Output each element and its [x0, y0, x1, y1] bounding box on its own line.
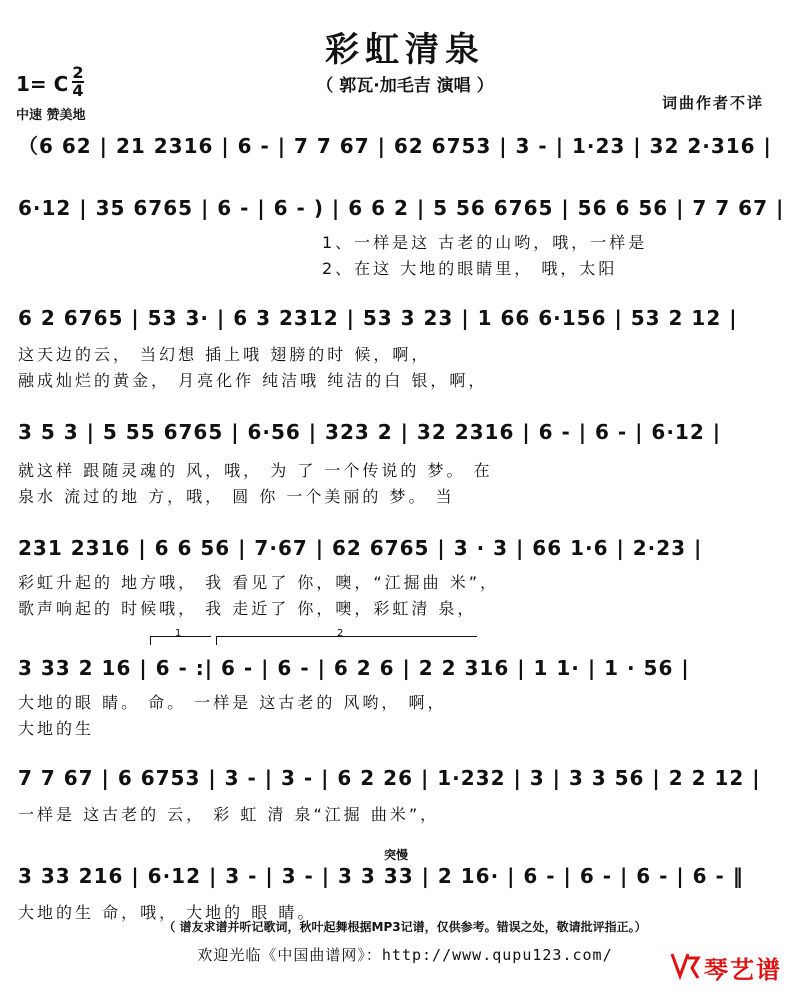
logo-text: 琴艺谱	[704, 956, 782, 984]
author-credit: 词曲作者不详	[662, 94, 765, 112]
slow-marking: 突慢	[384, 848, 409, 862]
notation-row-1: （6 62 | 21 2316 | 6 - | 7 7 67 | 62 6753 | 3 - | 1·23 | 32 2·316 |	[18, 134, 772, 158]
lyric-row-8-verse-1: 大地的生 命，哦， 大地的 眼 睛。	[18, 903, 317, 922]
volta-2-number: 2	[337, 628, 344, 639]
notation-row-3: 6 2 6765 | 53 3· | 6 3 2312 | 53 3 23 | 1 66 6·156 | 53 2 12 |	[18, 306, 738, 330]
key-signature: 1= C	[16, 72, 69, 96]
notation-row-2: 6·12 | 35 6765 | 6 - | 6 - ) | 6 6 2 | 5 56 6765 | 56 6 56 | 7 7 67 |	[18, 196, 785, 220]
song-title: 彩虹清泉	[325, 30, 485, 70]
notation-row-6: 3 33 2 16 | 6 - :| 6 - | 6 - | 6 2 6 | 2 2 316 | 1 1· | 1 · 56 |	[18, 656, 690, 680]
meter-top: 2	[72, 63, 84, 82]
notation-row-7: 7 7 67 | 6 6753 | 3 - | 3 - | 6 2 26 | 1·232 | 3 | 3 3 56 | 2 2 12 |	[18, 766, 761, 790]
time-signature	[72, 63, 84, 100]
notation-row-8: 3 33 216 | 6·12 | 3 - | 3 - | 3 3 33 | 2 16· | 6 - | 6 - | 6 - | 6 - ‖	[18, 864, 744, 888]
volta-bracket-2	[216, 628, 477, 645]
notation-row-4: 3 5 3 | 5 55 6765 | 6·56 | 323 2 | 32 2316 | 6 - | 6 - | 6·12 |	[18, 420, 722, 444]
qinyipu-logo	[668, 948, 798, 984]
lyric-row-4-verse-2: 泉水 流过的地 方，哦， 圆 你 一个美丽的 梦。 当	[18, 487, 455, 506]
lyric-row-5-verse-1: 彩虹升起的 地方哦， 我 看见了 你，噢，“江掘曲 米”，	[18, 573, 500, 592]
volta-1-number: 1	[175, 628, 182, 639]
lyric-row-3-verse-1: 这天边的云， 当幻想 插上哦 翅膀的时 候，啊，	[18, 345, 431, 364]
lyric-row-6-verse-2: 大地的生	[18, 719, 95, 738]
notation-row-5: 231 2316 | 6 6 56 | 7·67 | 62 6765 | 3 · 3 | 66 1·6 | 2·23 |	[18, 536, 703, 560]
volta-bracket-1	[150, 628, 211, 645]
transcriber-note: （ 谱友求谱并听记歌词，秋叶起舞根据MP3记谱，仅供参考。错误之处，敬请批评指正。）	[163, 920, 647, 934]
lyric-row-5-verse-2: 歌声响起的 时候哦， 我 走近了 你，噢，彩虹清 泉，	[18, 599, 477, 618]
lyric-row-3-verse-2: 融成灿烂的黄金， 月亮化作 纯洁哦 纯洁的白 银，啊，	[18, 371, 488, 390]
meter-bottom: 4	[72, 81, 84, 100]
lyric-row-7-verse-1: 一样是 这古老的 云， 彩 虹 清 泉“江掘 曲米”，	[18, 805, 440, 824]
logo-mark-icon	[668, 948, 702, 982]
site-welcome-link[interactable]: 欢迎光临《中国曲谱网》：http://www.qupu123.com/	[197, 946, 613, 964]
lyric-row-2-verse-1: 1、一样是这 古老的山哟，哦，一样是	[322, 233, 648, 252]
lyric-row-4-verse-1: 就这样 跟随灵魂的 风，哦， 为 了 一个传说的 梦。 在	[18, 461, 493, 480]
lyric-row-2-verse-2: 2、在这 大地的眼睛里， 哦，太阳	[322, 259, 618, 278]
tempo-marking: 中速 赞美地	[16, 108, 86, 123]
lyric-row-6-verse-1: 大地的眼 睛。 命。 一样是 这古老的 风哟， 啊，	[18, 693, 447, 712]
performer-subtitle: （ 郭瓦·加毛吉 演唱 ）	[316, 76, 494, 96]
